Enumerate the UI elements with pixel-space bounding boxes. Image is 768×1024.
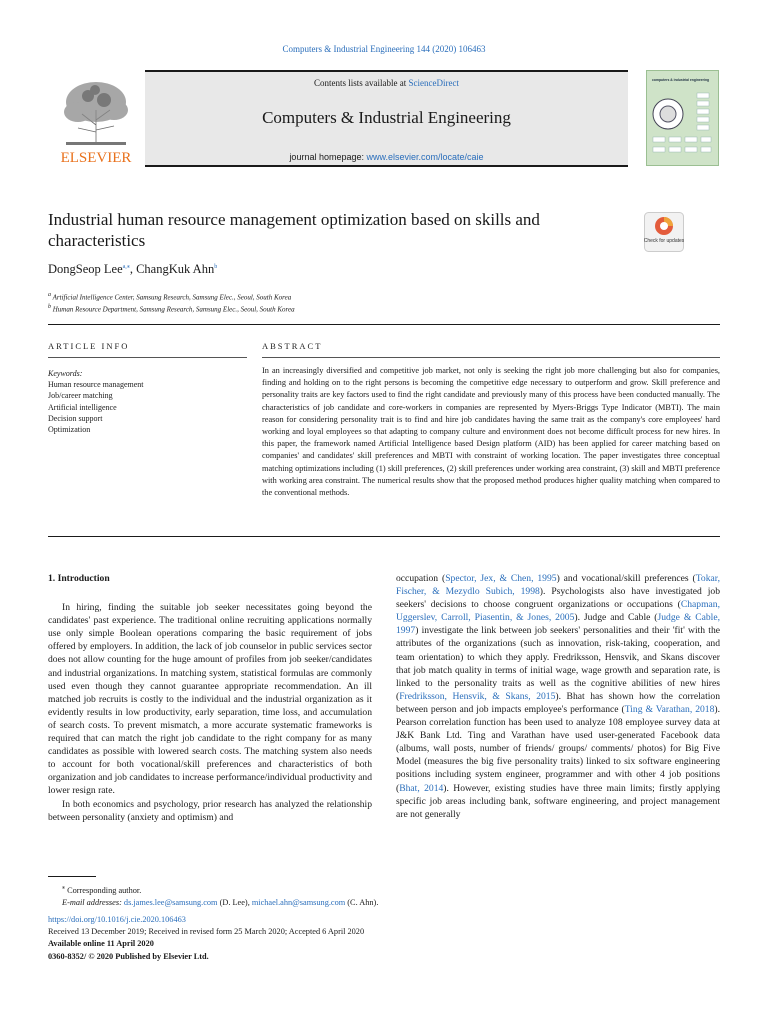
article-info-heading: ARTICLE INFO [48,341,130,351]
journal-cover-image [646,70,719,166]
affiliation [48,302,295,314]
affiliation-text: Human Resource Department, Samsung Research, Samsung Elec., Seoul, South Korea [52,305,295,314]
cover-thumbnail-icon [647,71,718,165]
affiliation-label: b [48,304,51,311]
keyword: Decision support [48,413,103,423]
abstract-heading: ABSTRACT [262,341,323,351]
email-label: E-mail addresses: [62,897,124,907]
journal-reference[interactable]: Computers & Industrial Engineering 144 (2020) 106463 [282,44,486,54]
homepage-line [145,152,628,162]
copyright: 0360-8352/ © 2020 Published by Elsevier Ltd. [48,951,209,961]
affiliation-mark[interactable]: b [214,263,218,270]
author-name: DongSeop Lee [48,262,123,276]
paragraph-text: occupation ( [396,573,446,584]
email-owner: (C. Ahn). [345,897,379,907]
article-title: Industrial human resource management optimization based on skills and characteristics [48,210,540,250]
keyword: Artificial intelligence [48,402,117,412]
crossmark-label: Check for updates [644,238,684,244]
footnote-mark: ⁎ [62,885,65,891]
divider [48,536,720,537]
journal-title: Computers & Industrial Engineering [262,108,511,127]
keyword: Human resource management [48,380,144,390]
email-link[interactable]: michael.ahn@samsung.com [251,897,346,907]
citation-link[interactable]: Ting & Varathan, 2018 [624,703,715,715]
keyword: Optimization [48,425,91,435]
paragraph-text: ). Pearson correlation function has been used to analyze 108 employee survey data at J&K Bank Ltd. Ting and Varathan have used user-generated Facebook data (albums, wall posts, number of friends/ groups/ comments/ photos) for Big Five Model (measures the big five personality traits) linked to six software engineering positions including system engineer, programmer and with other 4 job positions ( [396,703,720,794]
citation-link[interactable]: Bhat, 2014 [399,782,444,794]
journal-banner [145,70,628,167]
email-note [48,897,548,909]
body-left-column [48,572,372,824]
affiliation-mark[interactable]: a, [122,263,127,270]
citation-link[interactable]: Chapman, Uggerslev, Carroll, Piasentin, & Jones, 2005 [396,599,720,624]
keywords-block [48,368,248,435]
paragraph: In hiring, finding the suitable job seeker necessitates going beyond the candidates' past experience. The traditional online recruiting applications normally use only simple Boolean operations comparing the basic requirement of jobs offered by employers. In addition, the lack of job counselor in public services sector does not allow counting for the huge amount of profiles from job seeker/candidates and industrial organizations. In matching system, statistical formulas are commonly used even though they cannot guarantee appropriate recommendation. An ill matched job recruits is costly to the individual and the industrial organization as it evidently results in low productivity, early separation, time loss, and accumulation of search costs. To prevent mismatch, a more accurate systematic frameworks is required that can match the right job candidate to the right company for as many candidates as possible with lowered search costs. The matching system also needs to account for both vocational/skill preferences and characteristics of both organization and job candidates to increase performance/individual productivity and lower resign rate. [48,602,372,797]
elsevier-logo [48,70,144,167]
contents-line [145,78,628,88]
footnote-divider [48,876,96,877]
paragraph-text: ). Judge and Cable ( [574,612,658,624]
doi-link[interactable]: https://doi.org/10.1016/j.cie.2020.106463 [48,915,186,924]
divider [48,324,720,325]
paragraph-text: ) investigate the link between job seekers' personalities and their 'fit' with the attributes of the organizations (such as innovation, risk-taking, cooperation, and team orientation) to which they apply. Fredriksson, Hensvik, and Skans discover that job match quality in terms of initial wage, wage growth and separation rate, is linked to the personality traits as well as the cognitive abilities of new hires ( [396,625,720,702]
paragraph [396,572,720,821]
email-owner: (D. Lee), [217,897,252,907]
author-name: ChangKuk Ahn [136,262,215,276]
cover-title: computers & industrial engineering [652,78,710,82]
paragraph: In both economics and psychology, prior research has analyzed the relationship between personality (anxiety and optimism) and [48,798,372,823]
affiliation-label: a [48,292,51,298]
footnotes [48,882,548,909]
publication-info [48,914,548,963]
author-separator: , [129,262,137,276]
keywords-label: Keywords: [48,369,83,378]
citation-link[interactable]: Fredriksson, Hensvik, & Skans, 2015 [399,690,556,702]
section-heading: 1. Introduction [48,573,110,584]
check-for-updates-icon [644,212,684,252]
corresponding-author-mark[interactable]: ⁎ [126,263,130,270]
publisher-name: ELSEVIER [60,150,132,166]
paragraph-text: ). Psychologists also have investigated job seekers' decisions to choose congruent organizations or occupations ( [396,586,721,611]
contents-prefix: Contents lists available at [314,78,409,88]
citation-link[interactable]: Tokar, Fischer, & Mezydlo Subich, 1998 [396,573,720,598]
homepage-prefix: journal homepage: [289,152,367,162]
divider [48,357,247,358]
paragraph-text: ) and vocational/skill preferences ( [556,573,696,584]
affiliations [48,290,295,315]
paragraph-text: ). Bhat has shown how the correlation between person and job impacts employee's performance ( [396,690,720,715]
received-dates: Received 13 December 2019; Received in revised form 25 March 2020; Accepted 6 April 2020 [48,927,365,937]
citation-link[interactable]: Judge & Cable, 1997 [396,612,720,637]
email-link[interactable]: ds.james.lee@samsung.com [123,897,218,907]
divider [262,357,720,358]
paragraph-text: ). However, existing studies have three main limits; firstly applying specific job areas including bank, software engineering, and project management are not generally [396,782,720,820]
keyword: Job/career matching [48,391,113,401]
affiliation [48,290,295,302]
available-online: Available online 11 April 2020 [48,939,154,949]
author-list [48,262,217,277]
homepage-link[interactable]: www.elsevier.com/locate/caie [366,152,484,162]
citation-link[interactable]: Spector, Jex, & Chen, 1995 [445,573,557,584]
sciencedirect-link[interactable]: ScienceDirect [408,78,459,88]
journal-header [48,70,628,167]
crossmark-badge[interactable] [644,212,684,252]
abstract-text: In an increasingly diversified and competitive job market, not only is seeking the right job more challenging but also for companies, finding and holding on to the right persons is becoming the competitive edge necessary to outperform and grow. Skill preference and personality traits are key factors used to find the right candidate and previously many of this process have been conducted manually. The characteristics of job candidate and core-workers in companies are represented by Myers-Briggs Type Indicator (MBTI). The main reason for considering personality trait is to find and hire job candidates having the same trait as the company's core employees' hard working and loyal employees so that adapting to company culture and environment does not become difficult process for new hires. In this paper, the framework named Artificial Intelligence based Design platform (AID) has been applied for career matching based on companies' and candidates' skill preferences and MBTI with constraint of working location. The paper investigates three conceptual matching optimizations including (1) skill preferences, (2) skill preferences under working area constraint, (3) skill and MBTI preference with working area constraint. The numerical results show that the proposed method produces higher quality matching when compared to the conventional methods. [262,366,720,498]
affiliation-text: Artificial Intelligence Center, Samsung Research, Samsung Elec., Seoul, South Korea [52,293,292,302]
elsevier-tree-icon [48,70,144,167]
corresponding-author-note [48,882,548,897]
body-right-column [396,572,720,821]
footnote-text: Corresponding author. [65,885,142,895]
